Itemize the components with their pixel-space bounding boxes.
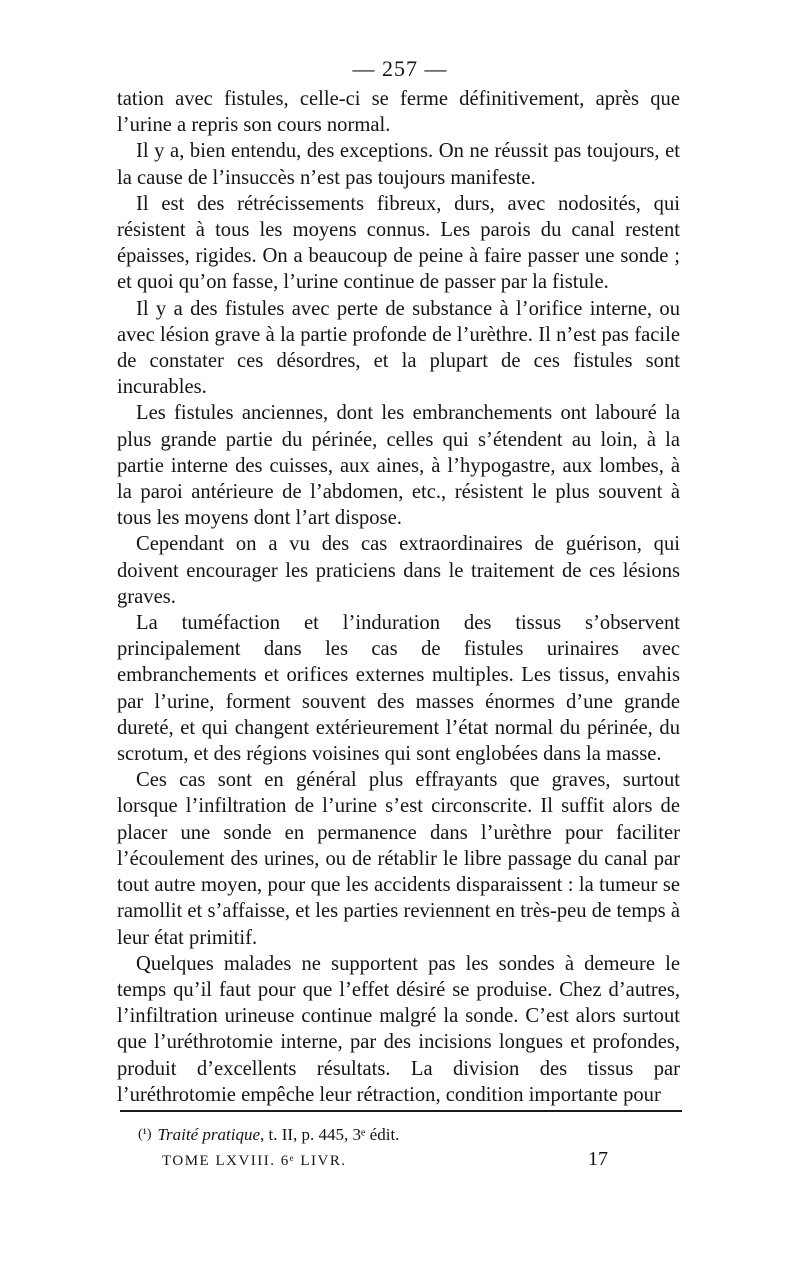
footnote-marker: (¹)	[138, 1127, 152, 1142]
paragraph-9: Quelques malades ne supportent pas les sondes à demeure le temps qu’il faut pour que l’effet désiré se produise. Chez d’autres, l’infiltration urineuse continue malgré la sonde. C’est alors surtout que l’uréthrotomie interne, par des incisions longues et profondes, produit d’excellents résultats. La division des tissus par l’uréthrotomie empêche leur rétraction, condition importante pour	[117, 952, 680, 1106]
paragraph-8: Ces cas sont en général plus effrayants que graves, surtout lorsque l’infiltration de l’urine s’est circonscrite. Il suffit alors de placer une sonde en permanence dans l’urèthre pour faciliter l’écoulement des urines, ou de rétablir le libre passage du canal par tout autre moyen, pour que les accidents disparaissent : la tumeur se ramollit et s’affaisse, et les parties reviennent en très-peu de temps à leur état primitif.	[117, 769, 680, 949]
paragraph-7: La tuméfaction et l’induration des tissus s’observent principalement dans les cas de fistules urinaires avec embranchements et orifices externes multiples. Les tissus, envahis par l’urine, forment souvent des masses énormes d’une grande dureté, et qui changent extérieurement l’état normal du périnée, du scrotum, et des régions voisines qui sont englobées dans la masse.	[117, 612, 680, 766]
footnote-separator	[120, 1110, 682, 1112]
footnote	[138, 1124, 678, 1146]
paragraph-6: Cependant on a vu des cas extraordinaires de guérison, qui doivent encourager les praticiens dans le traitement de ces lésions graves.	[117, 533, 680, 608]
paragraph-3: Il est des rétrécissements fibreux, durs, avec nodosités, qui résistent à tous les moyens connus. Les parois du canal restent épaisses, rigides. On a beaucoup de peine à faire passer une sonde ; et quoi qu’on fasse, l’urine continue de passer par la fistule.	[117, 192, 680, 294]
signature-label: TOME LXVIII. 6ᵉ LIVR.	[162, 1153, 347, 1169]
page-number: — 257 —	[352, 56, 448, 81]
paragraph-5: Les fistules anciennes, dont les embranchements ont labouré la plus grande partie du périnée, celles qui s’étendent au loin, à la partie interne des cuisses, aux aines, à l’hypogastre, aux lombes, à la paroi antérieure de l’abdomen, etc., résistent le plus souvent à tous les moyens dont l’art dispose.	[117, 402, 680, 530]
paragraph-2: Il y a, bien entendu, des exceptions. On ne réussit pas toujours, et la cause de l’insuccès n’est pas toujours manifeste.	[117, 140, 680, 189]
paragraph-4: Il y a des fistules avec perte de substance à l’orifice interne, ou avec lésion grave à la partie profonde de l’urèthre. Il n’est pas facile de constater ces désordres, et la plupart de ces fistules sont incurables.	[117, 297, 680, 399]
footnote-reference: , t. II, p. 445, 3ᵉ édit.	[260, 1125, 400, 1144]
paragraph-1: tation avec fistules, celle-ci se ferme définitivement, après que l’urine a repris son cours normal.	[117, 88, 680, 137]
signature-number: 17	[588, 1148, 608, 1170]
body-text	[117, 86, 680, 1108]
footnote-title: Traité pratique	[157, 1125, 261, 1144]
